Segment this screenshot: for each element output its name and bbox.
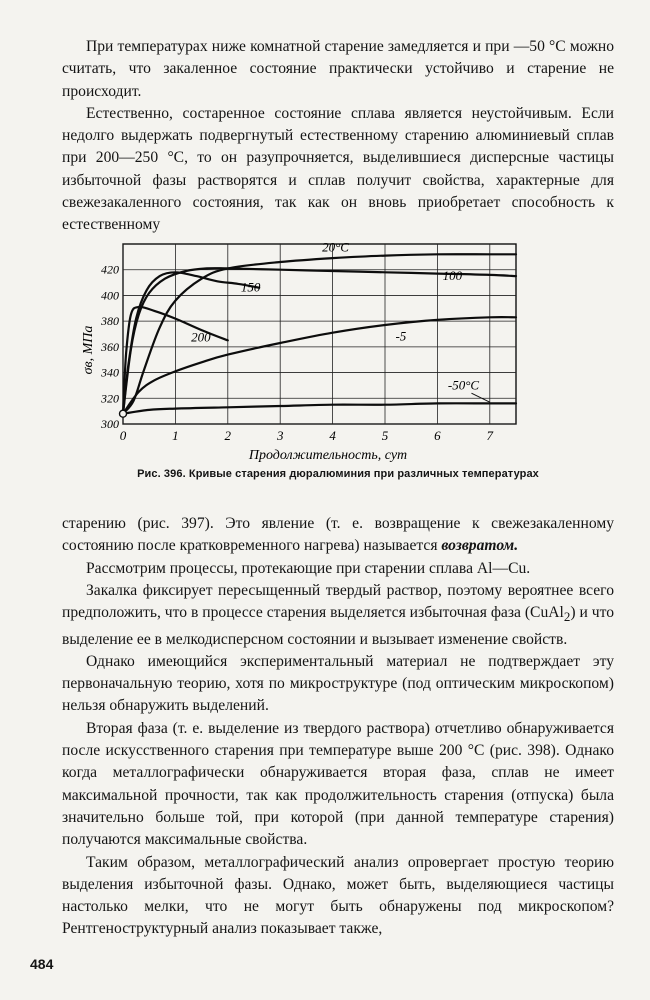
series-line — [123, 403, 516, 413]
text-block-top — [62, 36, 614, 237]
x-tick-label: 5 — [381, 428, 389, 443]
paragraph: Вторая фаза (т. е. выделение из твердого раствора) отчетливо обнаруживается после искусственного старения при температуре выше 200 °C (рис. 398). Однако когда металлографически обнаруживается вторая фаза, сплав не имеет максимальной прочности, так как продолжительность старения (отпуска) была значительно больше той, при которой (при данной температуре старения) получаются максимальные свойства. — [62, 719, 614, 849]
x-tick-label: 0 — [119, 428, 127, 443]
y-tick-label: 420 — [101, 262, 119, 277]
y-axis-label: σв, МПа — [81, 325, 96, 375]
paragraph: Рассмотрим процессы, протекающие при старении сплава Al—Cu. — [86, 559, 531, 577]
start-point — [120, 410, 127, 417]
figure-caption: Рис. 396. Кривые старения дюралюминия при различных температурах — [137, 468, 539, 480]
series-label: 100 — [442, 268, 463, 283]
paragraph-text: ) и что выделение ее в мелкодисперсном состоянии и вызывает изменение свойств. — [62, 604, 614, 648]
series-label: 200 — [191, 329, 211, 345]
paragraph-text: Закалка фиксирует пересыщенный твердый раствор, поэтому вероятнее всего предположить, что в процессе старения выделяется избыточная фаза (CuAl — [62, 581, 614, 622]
paragraph-text: старению (рис. 397). Это явление (т. е. возвращение к свежезакаленному состоянию после кратковременного нагрева) называется — [62, 515, 614, 555]
subscript: 2 — [563, 609, 571, 625]
x-tick-label: 7 — [486, 428, 494, 443]
paragraph — [62, 513, 614, 558]
x-tick-label: 4 — [329, 428, 336, 443]
series-label: -5 — [395, 328, 407, 344]
x-tick-label: 3 — [276, 428, 284, 443]
text-block-bottom — [62, 513, 614, 941]
x-axis-label: Продолжительность, сут — [248, 448, 408, 463]
x-tick-label: 6 — [434, 428, 441, 443]
paragraph: Таким образом, металлографический анализ опровергает простую теорию выделения избыточной фазы. Однако, может быть, выделяющиеся частицы настолько мелки, что не могут быть обнаружены под микроскопом? Рентгеноструктурный анализ показывает также, — [62, 853, 614, 938]
y-tick-label: 400 — [101, 288, 119, 303]
emphasized-term: возвратом. — [441, 537, 519, 555]
paragraph: При температурах ниже комнатной старение замедляется и при —50 °C можно считать, что закаленное состояние практически устойчиво и старение не происходит. — [62, 38, 614, 100]
label-leader-line — [471, 393, 489, 402]
paragraph: Однако имеющийся экспериментальный материал не подтверждает эту первоначальную теорию, хотя по микроструктуре (под оптическим микроскопом) нельзя обнаружить выделений. — [62, 652, 614, 715]
y-tick-label: 300 — [101, 417, 119, 431]
y-tick-label: 380 — [101, 314, 119, 329]
x-tick-label: 2 — [224, 428, 232, 443]
x-tick-label: 1 — [172, 428, 179, 443]
paragraph: Естественно, состаренное состояние сплава является неустойчивым. Если недолго выдержать подвергнутый естественному старению алюминиевый сплав при 200—250 °C, то он разупрочняется, выделившиеся дисперсные частицы избыточной фазы растворятся и сплав получит свойства, характерные для свежезакаленного состояния, так как он вновь приобретает способность к естественному — [62, 104, 614, 234]
paragraph — [62, 580, 614, 651]
aging-curves-chart — [78, 232, 538, 468]
y-tick-label: 320 — [101, 391, 119, 406]
series-line — [123, 317, 516, 414]
series-label: 20°C — [322, 239, 349, 255]
y-tick-label: 340 — [101, 365, 119, 380]
y-tick-label: 360 — [101, 339, 119, 354]
chart-svg — [78, 232, 538, 468]
series-label: 150 — [240, 279, 261, 295]
page-number: 484 — [30, 956, 54, 972]
axis-ticks — [100, 263, 494, 443]
series-label: -50°C — [447, 377, 480, 393]
